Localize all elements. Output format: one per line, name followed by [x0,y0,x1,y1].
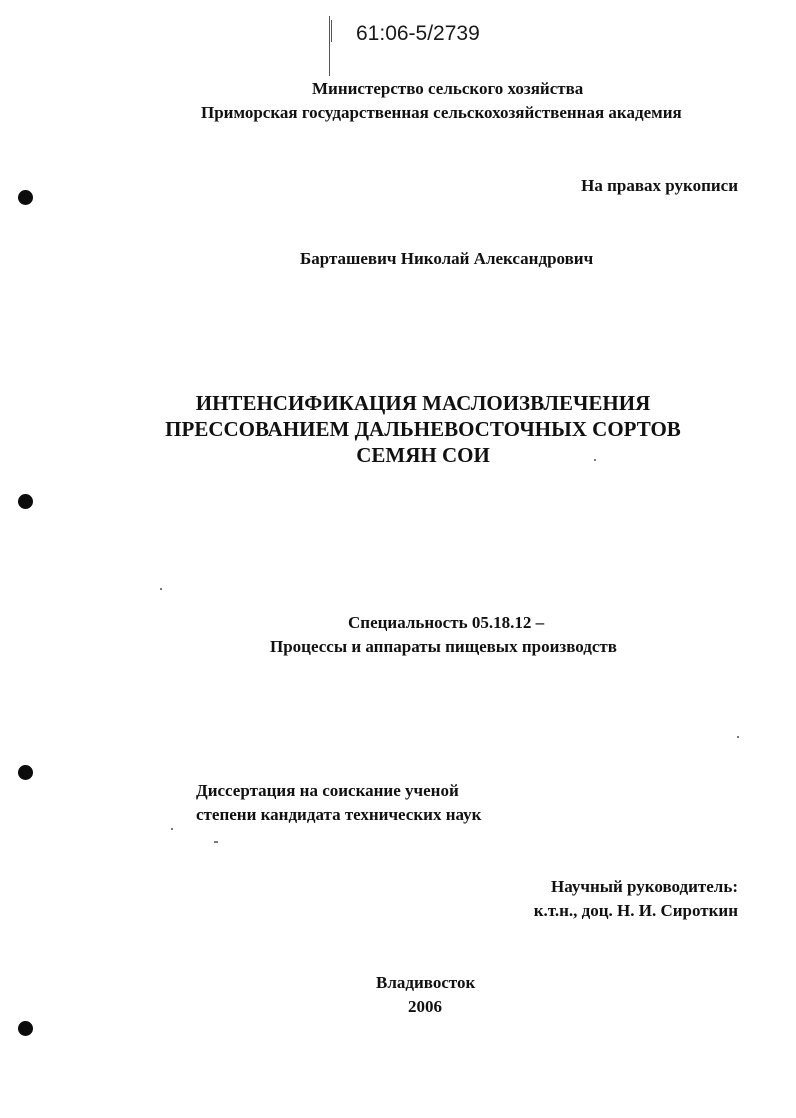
stamp-divider-line-short [331,20,332,42]
scan-speck [214,841,218,843]
scan-speck [171,828,173,830]
thesis-title-line-2: ПРЕССОВАНИЕМ ДАЛЬНЕВОСТОЧНЫХ СОРТОВ [165,417,681,441]
advisor-label: Научный руководитель: [551,877,738,896]
dissertation-line-1: Диссертация на соискание ученой [196,781,459,800]
city: Владивосток [376,973,476,992]
thesis-title [150,390,696,468]
ministry-heading: Министерство сельского хозяйства [312,79,584,98]
binder-hole [18,1021,33,1036]
thesis-title-line-1: ИНТЕНСИФИКАЦИЯ МАСЛОИЗВЛЕЧЕНИЯ [195,391,651,415]
archive-stamp-code: 61:06-5/2739 [356,22,480,45]
scan-speck [737,736,739,738]
manuscript-rights-notice: На правах рукописи [581,176,738,195]
binder-hole [18,190,33,205]
binder-hole [18,494,33,509]
scan-speck [160,588,162,590]
specialty-code: Специальность 05.18.12 – [348,613,545,632]
stamp-divider-line [329,16,330,76]
binder-hole [18,765,33,780]
academy-heading: Приморская государственная сельскохозяйственная академия [201,103,682,122]
year: 2006 [408,997,442,1016]
specialty-name: Процессы и аппараты пищевых производств [270,637,617,656]
advisor-name: к.т.н., доц. Н. И. Сироткин [533,901,738,920]
dissertation-line-2: степени кандидата технических наук [196,805,482,824]
thesis-title-line-3: СЕМЯН СОИ [356,443,490,467]
author-name: Барташевич Николай Александрович [300,249,594,268]
